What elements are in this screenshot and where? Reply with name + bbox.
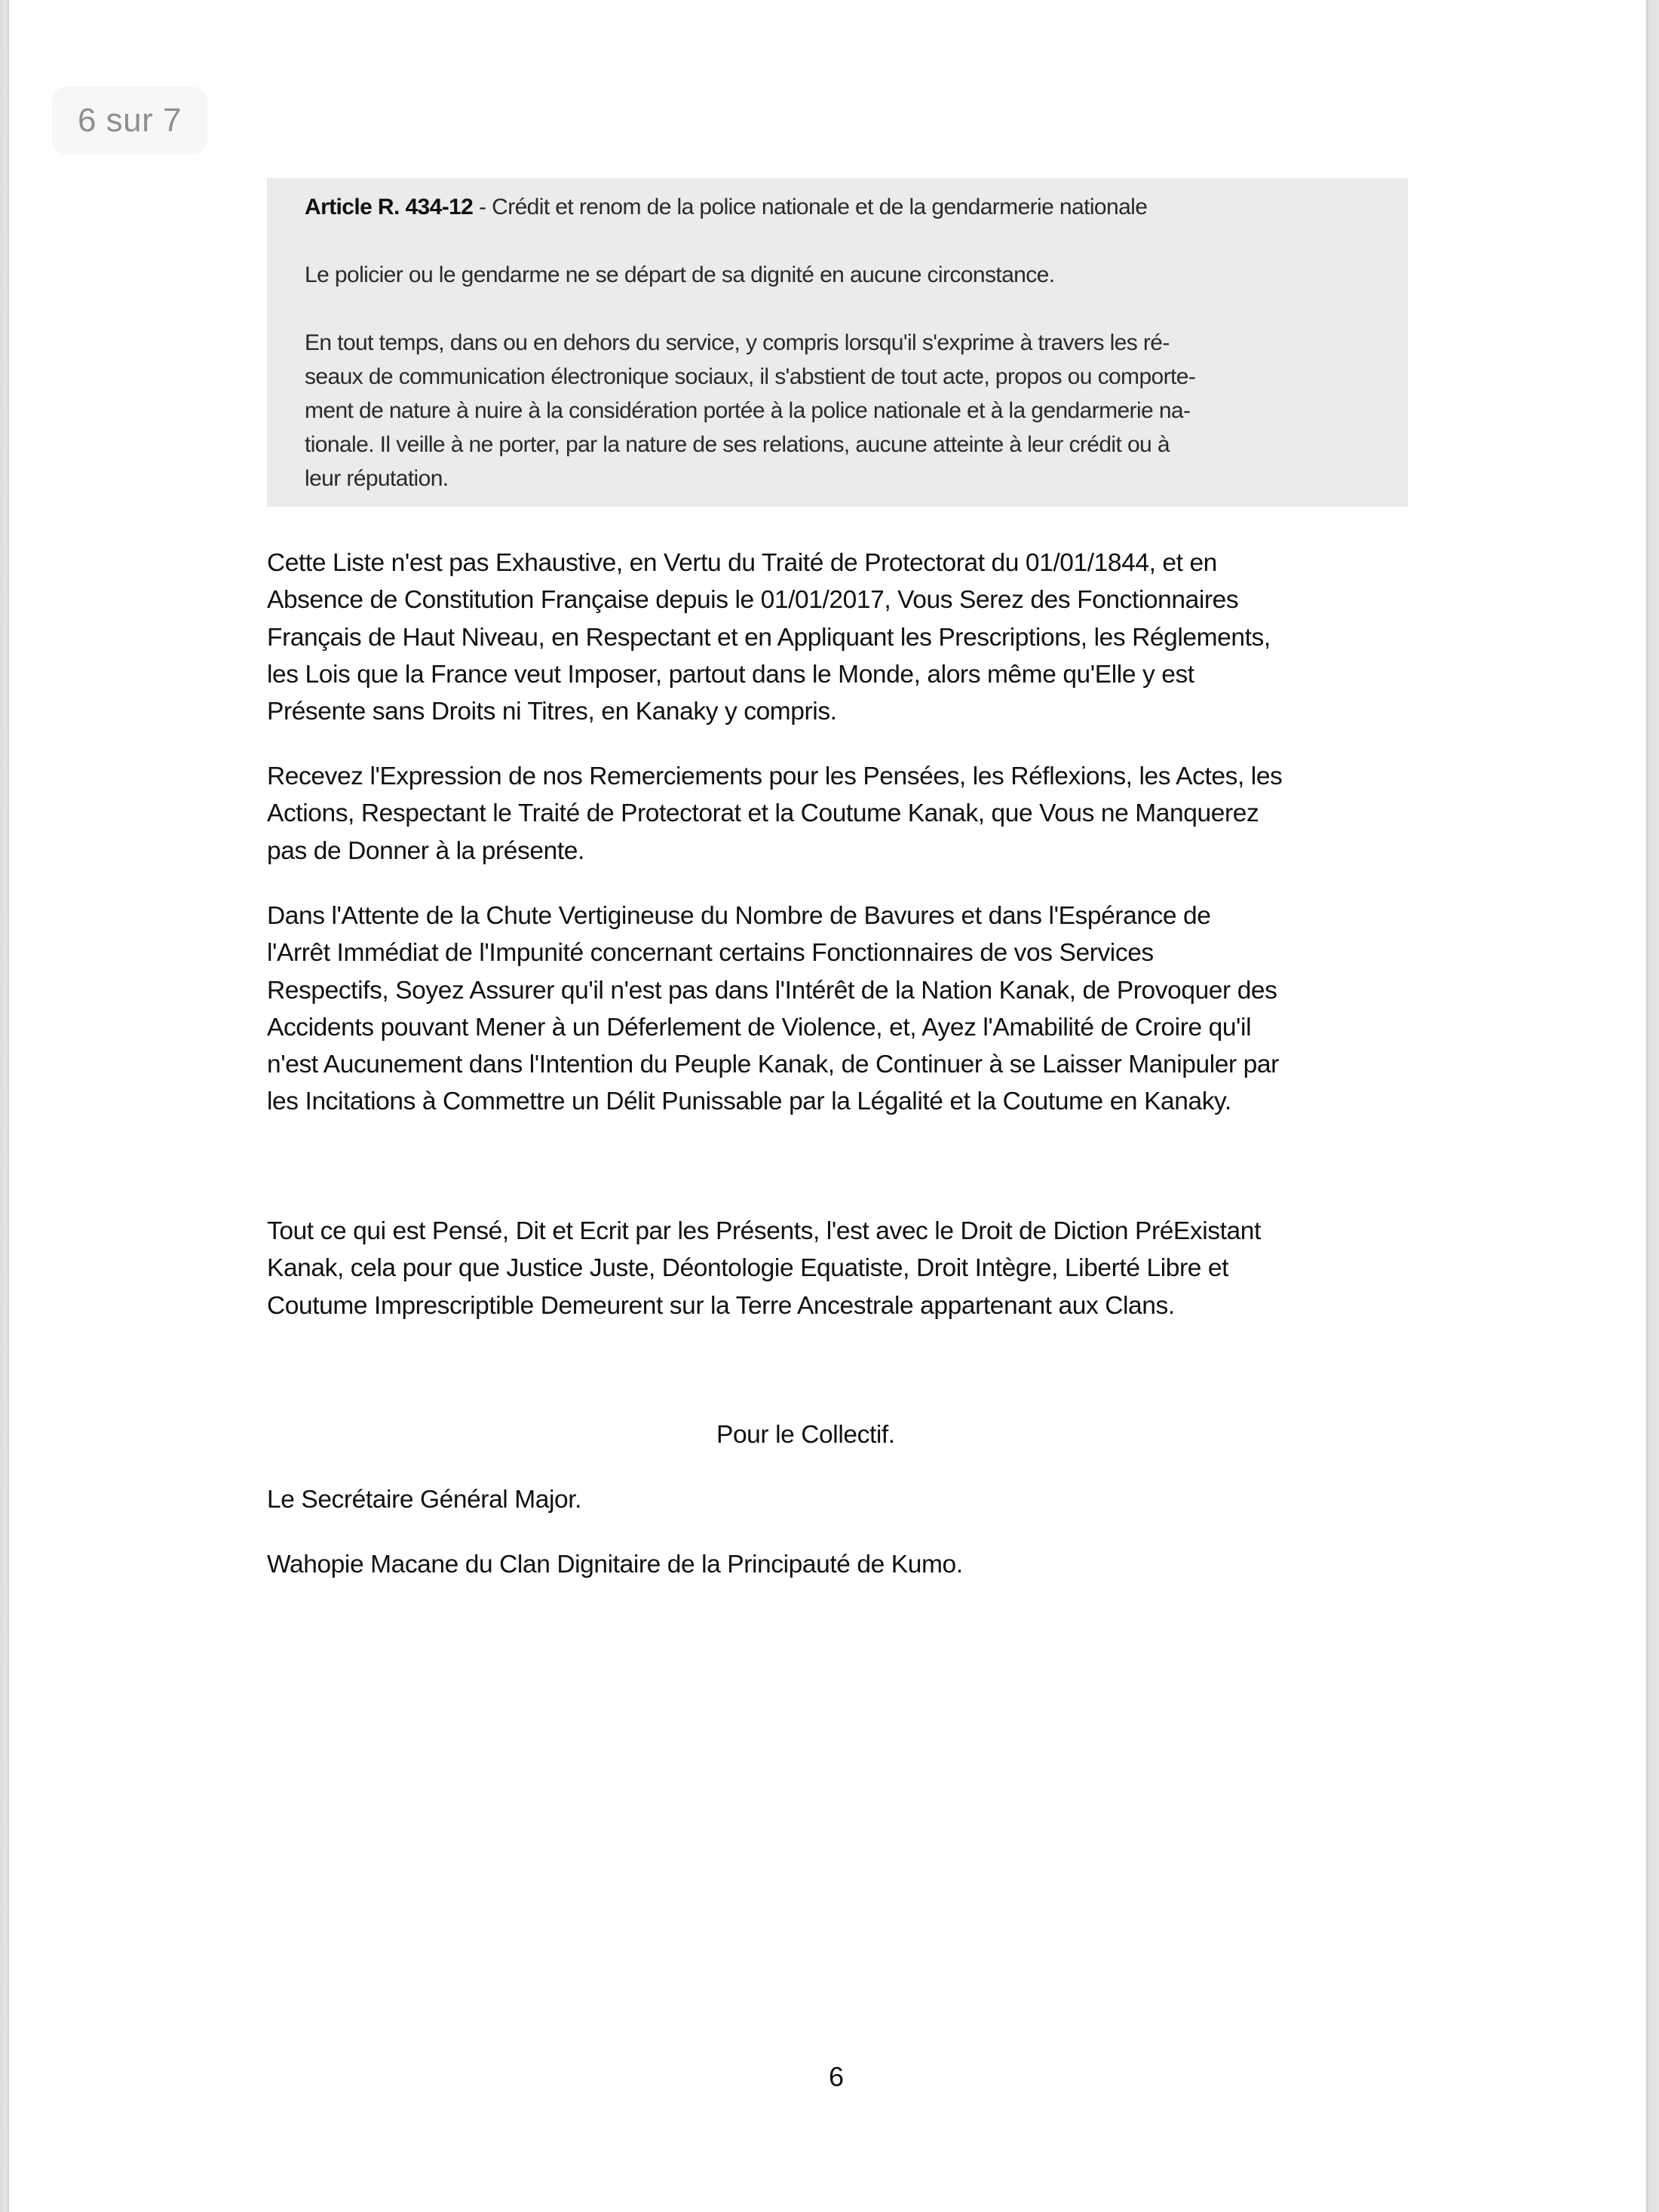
page-indicator-badge: 6 sur 7 <box>52 87 207 155</box>
signature-name <box>267 1546 1421 1583</box>
article-paragraph-2 <box>305 326 1370 495</box>
body-line: Tout ce qui est Pensé, Dit et Ecrit par les Présents, l'est avec le Droit de Diction PréExistant <box>267 1217 1261 1245</box>
body-line: pas de Donner à la présente. <box>267 836 584 865</box>
body-line: les Incitations à Commettre un Délit Punissable par la Légalité et la Coutume en Kanaky. <box>267 1088 1231 1116</box>
article-line: seaux de communication électronique sociaux, il s'abstient de tout acte, propos ou comporte- <box>305 364 1196 389</box>
body-line: Recevez l'Expression de nos Remerciements pour les Pensées, les Réflexions, les Actes, les <box>267 762 1283 790</box>
body-line: Actions, Respectant le Traité de Protectorat et la Coutume Kanak, que Vous ne Manquerez <box>267 799 1259 828</box>
article-line: leur réputation. <box>305 466 449 491</box>
article-line: tionale. Il veille à ne porter, par la nature de ses relations, aucune atteinte à leur crédit ou à <box>305 432 1170 457</box>
body-line: Dans l'Attente de la Chute Vertigineuse du Nombre de Bavures et dans l'Espérance de <box>267 902 1211 930</box>
body-line: n'est Aucunement dans l'Intention du Peuple Kanak, de Continuer à se Laisser Manipuler par <box>267 1051 1279 1079</box>
quoted-article-box <box>267 178 1408 507</box>
body-line: Respectifs, Soyez Assurer qu'il n'est pas dans l'Intérêt de la Nation Kanak, de Provoquer des <box>267 976 1277 1005</box>
page-number: 6 <box>829 2061 845 2092</box>
body-line: Français de Haut Niveau, en Respectant et en Appliquant les Prescriptions, les Réglements, <box>267 623 1271 652</box>
body-paragraph-diction <box>267 1213 1421 1324</box>
body-line: les Lois que la France veut Imposer, partout dans le Monde, alors même qu'Elle y est <box>267 660 1194 689</box>
article-line: En tout temps, dans ou en dehors du service, y compris lorsqu'il s'exprime à travers les ré- <box>305 330 1170 355</box>
body-line: Absence de Constitution Française depuis le 01/01/2017, Vous Serez des Fonctionnaires <box>267 586 1239 615</box>
body-paragraph-protectorat <box>267 545 1421 730</box>
article-number: Article R. 434-12 <box>305 195 474 219</box>
document-page <box>9 0 1646 2212</box>
body-paragraph-remerciements <box>267 758 1421 870</box>
article-line: ment de nature à nuire à la considération portée à la police nationale et à la gendarmerie na- <box>305 398 1191 423</box>
signature-title <box>267 1481 1421 1518</box>
body-line: Présente sans Droits ni Titres, en Kanaky y compris. <box>267 698 837 726</box>
signature-closing: Pour le Collectif. <box>716 1421 895 1449</box>
signature-name-text: Wahopie Macane du Clan Dignitaire de la Principauté de Kumo. <box>267 1551 963 1578</box>
body-line: l'Arrêt Immédiat de l'Impunité concernant certains Fonctionnaires de vos Services <box>267 939 1154 968</box>
body-line: Cette Liste n'est pas Exhaustive, en Vertu du Traité de Protectorat du 01/01/1844, et en <box>267 549 1217 577</box>
body-paragraph-attente <box>267 897 1421 1121</box>
signature-title-text: Le Secrétaire Général Major. <box>267 1486 582 1514</box>
body-line: Kanak, cela pour que Justice Juste, Déontologie Equatiste, Droit Intègre, Liberté Libre et <box>267 1254 1228 1283</box>
article-paragraph-1: Le policier ou le gendarme ne se départ de sa dignité en aucune circonstance. <box>305 262 1055 287</box>
viewer-left-edge <box>0 0 9 2212</box>
body-line: Accidents pouvant Mener à un Déferlement de Violence, et, Ayez l'Amabilité de Croire qu'il <box>267 1013 1252 1042</box>
article-heading <box>305 190 1370 224</box>
article-title: - Crédit et renom de la police nationale et de la gendarmerie nationale <box>473 195 1148 219</box>
body-line: Coutume Imprescriptible Demeurent sur la Terre Ancestrale appartenant aux Clans. <box>267 1291 1175 1320</box>
viewer-right-edge <box>1646 0 1659 2212</box>
